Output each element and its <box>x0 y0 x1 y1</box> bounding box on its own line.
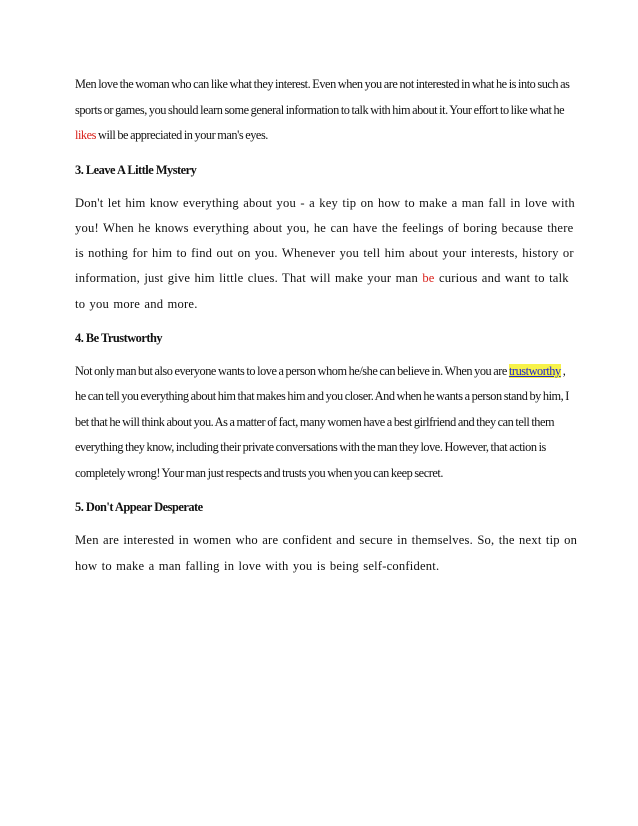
heading-be-trustworthy: 4. Be Trustworthy <box>75 330 163 345</box>
paragraph-desperate: Men are interested in women who are confident and secure in themselves. So, the next tip on how to make a man falling in love with you is being self-confident. <box>75 533 578 573</box>
paragraph-text: Men love the woman who can like what they interest. Even when you are not interested in what he is into such as sports or games, you should learn some general information to talk with him about it. Your effort to like what he <box>75 77 570 117</box>
paragraph-text: Not only man but also everyone wants to love a person whom he/she can believe in. When you are <box>75 363 509 378</box>
trustworthy-link[interactable]: trustworthy <box>508 363 561 378</box>
paragraph-text: Don't let him know everything about you - a key tip on how to make a man fall in love with you! When he knows everything about you, he can have the feelings of boring because there is nothing for him to find out on you. Whenever you tell him about your interests, history or information, just give him little clues. That will make your man <box>75 195 575 286</box>
heading-dont-appear-desperate: 5. Don't Appear Desperate <box>75 500 203 515</box>
paragraph-trustworthy <box>75 359 578 487</box>
likes-link[interactable]: likes <box>75 128 96 142</box>
paragraph-text: curious and want to talk to you more and more. <box>75 271 569 311</box>
paragraph-text: will be appreciated in your man's eyes. <box>95 128 268 142</box>
paragraph-mystery <box>75 191 578 317</box>
paragraph-men-love <box>75 72 578 149</box>
heading-leave-a-little-mystery: 3. Leave A Little Mystery <box>75 162 197 177</box>
paragraph-text: , he can tell you everything about him that makes him and you closer. And when he wants a person stand by him, I bet that he will think about you. As a matter of fact, many women have a best girlfriend and they can tell them everything they know, including their private conversations with the man they love. However, that action is completely wrong! Your man just respects and trusts you when you can keep secret. <box>75 363 569 480</box>
be-link[interactable]: be <box>422 271 435 286</box>
